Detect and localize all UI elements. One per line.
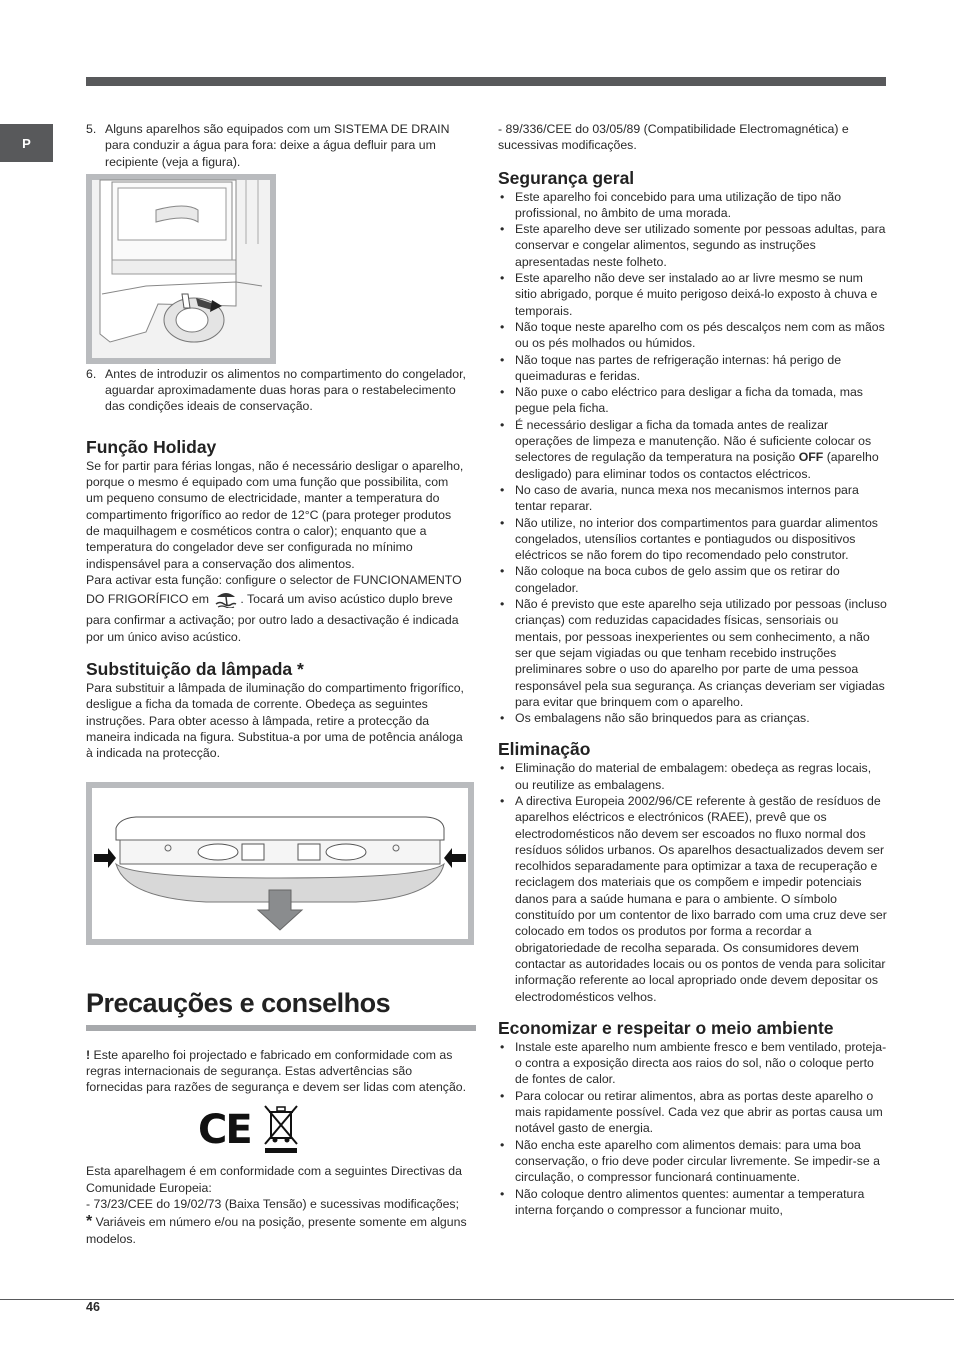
step-6 [86,366,468,415]
ce-mark-logo: CE [198,1107,251,1154]
right-column [498,121,888,1218]
list-item: • Este aparelho não deve ser instalado ao ar livre mesmo se num sitio abrigado, porque é muito perigoso deixá-lo exposto à chuva e temporais. [498,270,888,319]
list-item-text-a: É necessário desligar a ficha da tomada antes de realizar operações de limpeza e manutenção. Não é suficiente colocar os selectores de regulação da temperatura na posição [515,417,872,465]
header-rule [86,77,886,86]
off-label: OFF [798,450,824,465]
list-item: • Este aparelho deve ser utilizado somente por pessoas adultas, para conservar e congelar alimentos, segundo as instruções apresentadas neste folheto. [498,221,888,270]
list-item: • Não encha este aparelho com alimentos demais: para uma boa conservação, o frio deve poder circular livremente. Se impedir-se a circulação, o compressor funcionará continuamente. [498,1137,888,1186]
list-item [498,417,888,482]
list-item: • Não utilize, no interior dos compartimentos para guardar alimentos congelados, utensílios cortantes e pontiagudos ou dispositivos eléctricos se não forem do tipo recomendado pelo construtor. [498,515,888,564]
drain-illustration [86,174,276,364]
eco-list [498,1039,888,1218]
warning-mark: ! [86,1047,91,1062]
precautions-heading: Precauções e conselhos [86,987,391,1018]
list-item: • A directiva Europeia 2002/96/CE referente à gestão de resíduos de aparelhos eléctricos e electrónicos (RAEE), prevê que os electrodomésticos não devem ser escoados no fluxo normal dos resíduos sólidos urbanos. Os aparelhos desactualizados devem ser recolhidos separadamente para optimizar a taxa de recuperação e reciclagem dos materiais que os compõem e impedir potenciais danos para a saúde humana e para o ambiente. O símbolo constituído por um contentor de lixo barrado com uma cruz deve ser colocado em todos os produtos por forma a recordar a obrigatoriedade de recolha separada. Os consumidores devem contactar as autoridades locais ou os pontos de venda para solicitar informação referente ao local apropriado onde devem depositar os electrodomésticos velhos. [498,793,888,1005]
list-item-text-b: (aparelho desligado) para eliminar todos os contactos eléctricos. [515,450,879,481]
footnote [86,1214,468,1247]
holiday-activation-text-a: Para activar esta função: configure o selector de FUNCIONAMENTO DO FRIGORÍFICO em [86,572,462,607]
certification-logos [198,1099,468,1161]
list-item: • Os embalagens não são brinquedos para as crianças. [498,710,888,726]
list-item: • Não coloque dentro alimentos quentes: aumentar a temperatura interna forçando o compressor a funcionar muito, [498,1186,888,1219]
step-text: Alguns aparelhos são equipados com um SISTEMA DE DRAIN para conduzir a água para fora: deixe a água defluir para um recipiente (veja a figura). [105,122,450,169]
page-number: 46 [86,1300,100,1314]
holiday-activation-text-b: . Tocará um aviso acústico duplo breve para confirmar a activação; por outro lado a desactivação é indicada por um único aviso acústico. [86,592,459,644]
lamp-figure [86,782,474,945]
disposal-heading: Eliminação [498,739,591,760]
steps-list-a [86,121,468,170]
language-tab-label: P [22,135,31,151]
holiday-heading: Função Holiday [86,436,217,457]
step-5 [86,121,468,170]
footnote-text: Variáveis em número e/ou na posição, presente somente em alguns modelos. [86,1215,467,1246]
steps-list-b [86,366,468,415]
list-item: • Não toque nas partes de refrigeração internas: há perigo de queimaduras e feridas. [498,352,888,385]
lamp-paragraph: Para substituir a lâmpada de iluminação do compartimento frigorífico, desligue a ficha da tomada de corrente. Obedeça as seguintes instruções. Para obter acesso à lâmpada, retire a protecção da maneira indicada na figura. Substitua-a por uma de potência análoga à indicada na protecção. [86,681,464,761]
language-tab [0,124,53,162]
step-number: 5. [86,122,97,136]
holiday-activation-paragraph [86,572,468,645]
precautions-intro-text: Este aparelho foi projectado e fabricado em conformidade com as regras internacionais de segurança. Estas advertências são fornecidas para razões de segurança e devem ser lidas com atenção. [86,1047,467,1095]
footer-rule [0,1299,954,1300]
step-number: 6. [86,366,97,381]
holiday-paragraph: Se for partir para férias longas, não é necessário desligar o aparelho, porque o mesmo é equipado com uma função que possibilita, com um pequeno consumo de electricidade, manter a temperatura do compartimento frigorífico ao redor de 12°C (para proteger produtos de maquilhagem e cosméticos contra o calor); enquanto que a temperatura do congelador deve ser configurada no mínimo indispensável para a conservação dos alimentos. [86,458,464,571]
list-item: • Não é previsto que este aparelho seja utilizado por pessoas (incluso crianças) com reduzidas capacidades físicas, sensoriais ou mentais, por pessoas inexperientes ou sem conhecimento, a não ser que sejam vigiadas ou que tenham recebido instruções preliminares sobre o uso do aparelho por parte de uma pessoa responsável pela sua segurança. As crianças deveriam ser vigiadas para evitar que brinquem com o aparelho. [498,596,888,710]
list-item: • Não toque neste aparelho com os pés descalços nem com as mãos ou os pés molhados ou húmidos. [498,319,888,352]
list-item: • Instale este aparelho num ambiente fresco e bem ventilado, proteja-o contra a exposição directa aos raios do sol, não o coloque perto de fontes de calor. [498,1039,888,1088]
conformity-paragraph: Esta aparelhagem é em conformidade com a seguintes Directivas da Comunidade Europeia: [86,1164,462,1195]
footnote-star: * [86,1213,93,1231]
weee-bin-icon [261,1102,301,1158]
safety-heading: Segurança geral [498,167,635,188]
precautions-intro [86,1047,468,1096]
disposal-list [498,760,888,1004]
left-column [86,121,468,1247]
precautions-heading-rule [86,1025,476,1031]
directive-emc: - 89/336/CEE do 03/05/89 (Compatibilidade Electromagnética) e sucessivas modificações. [498,122,849,153]
lamp-heading: Substituição da lâmpada * [86,659,304,680]
step-text: Antes de introduzir os alimentos no compartimento do congelador, aguardar aproximadamente duas horas para o restabelecimento das condições ideais de conservação. [105,366,466,414]
list-item: • Este aparelho foi concebido para uma utilização de tipo não profissional, no âmbito de uma morada. [498,189,888,222]
lamp-cover-illustration [86,782,474,945]
holiday-icon [214,588,238,612]
drain-figure [86,174,276,364]
list-item: • No caso de avaria, nunca mexa nos mecanismos internos para tentar reparar. [498,482,888,515]
list-item: • Não puxe o cabo eléctrico para desligar a ficha da tomada, mas pegue pela ficha. [498,384,888,417]
list-item: • Para colocar ou retirar alimentos, abra as portas deste aparelho o mais rapidamente possível. Cada vez que abrir as portas causa um notável gasto de energia. [498,1088,888,1137]
list-item: • Eliminação do material de embalagem: obedeça as regras locais, ou reutilize as embalagens. [498,760,888,793]
list-item: • Não coloque na boca cubos de gelo assim que os retirar do congelador. [498,563,888,596]
eco-heading: Economizar e respeitar o meio ambiente [498,1017,834,1038]
directive-low-voltage: - 73/23/CEE do 19/02/73 (Baixa Tensão) e sucessivas modificações; [86,1197,459,1212]
safety-list [498,189,888,727]
